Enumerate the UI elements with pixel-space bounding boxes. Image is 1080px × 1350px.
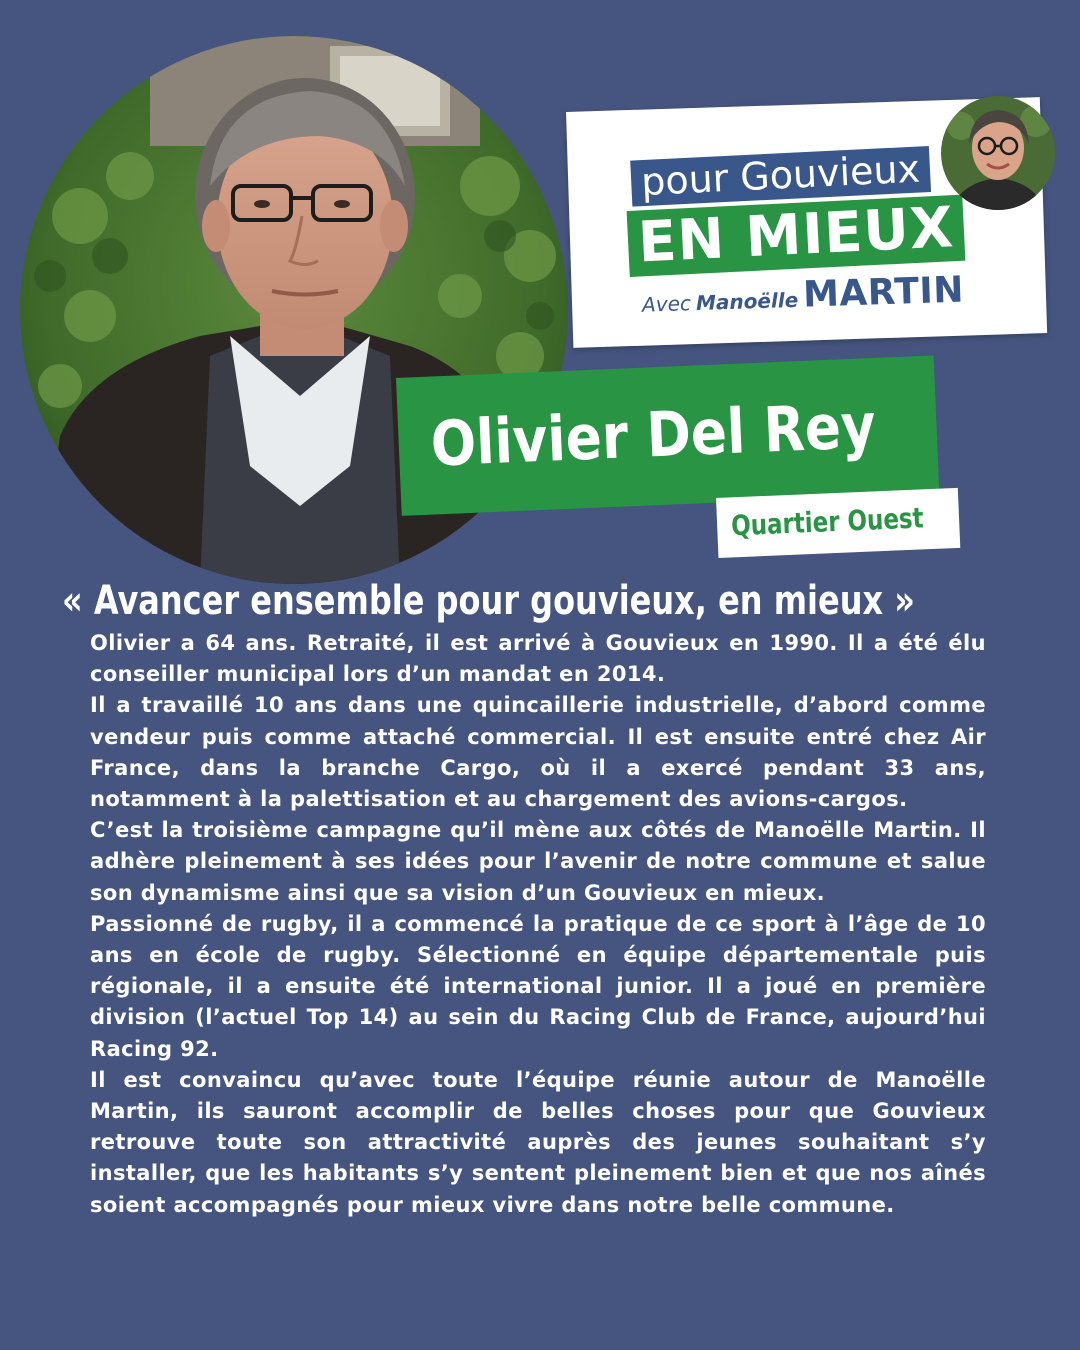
logo-avec: Avec [641, 291, 692, 317]
logo-slogan: EN MIEUX [627, 195, 966, 277]
bio-paragraph: Olivier a 64 ans. Retraité, il est arrivé à Gouvieux en 1990. Il a été élu conseiller municipal lors d’un mandat en 2014. [90, 631, 986, 687]
leader-avatar [941, 96, 1055, 210]
logo-signature [641, 270, 964, 321]
bio-paragraph: Il est convaincu qu’avec toute l’équipe réunie autour de Manoëlle Martin, ils sauront accomplir de belles choses pour que Gouvieux retrouve toute son attractivité auprès des jeunes souhaitant s’y installer, que les habitants s’y sentent pleinement bien et que nos aînés soient accompagnés pour mieux vivre dans notre belle commune. [90, 1067, 986, 1217]
district-tag [716, 488, 960, 558]
logo-last-name: MARTIN [802, 269, 965, 316]
district-label: Quartier Ouest [730, 501, 925, 543]
bio-paragraph: C’est la troisième campagne qu’il mène aux côtés de Manoëlle Martin. Il adhère pleinement à ses idées pour l’avenir de notre commune et salue son dynamisme ainsi que sa vision d’un Gouvieux en mieux. [90, 818, 986, 905]
candidate-biography [90, 628, 986, 1221]
candidate-quote: « Avancer ensemble pour gouvieux, en mieux » [62, 578, 915, 624]
logo-tagline: pour Gouvieux [630, 146, 931, 207]
logo-first-name: Manoëlle [695, 287, 799, 316]
candidate-name: Olivier Del Rey [429, 388, 878, 481]
bio-paragraph: Passionné de rugby, il a commencé la pratique de ce sport à l’âge de 10 ans en école de rugby. Sélectionné en équipe départementale puis régionale, il a ensuite été international junior. Il a joué en première division (l’actuel Top 14) au sein du Racing Club de France, aujourd’hui Racing 92. [90, 911, 986, 1061]
bio-paragraph: Il a travaillé 10 ans dans une quincaillerie industrielle, d’abord comme vendeur puis comme attaché commercial. Il est ensuite entré chez Air France, dans la branche Cargo, où il a exercé pendant 33 ans, notamment à la palettisation et au chargement des avions-cargos. [90, 693, 986, 812]
